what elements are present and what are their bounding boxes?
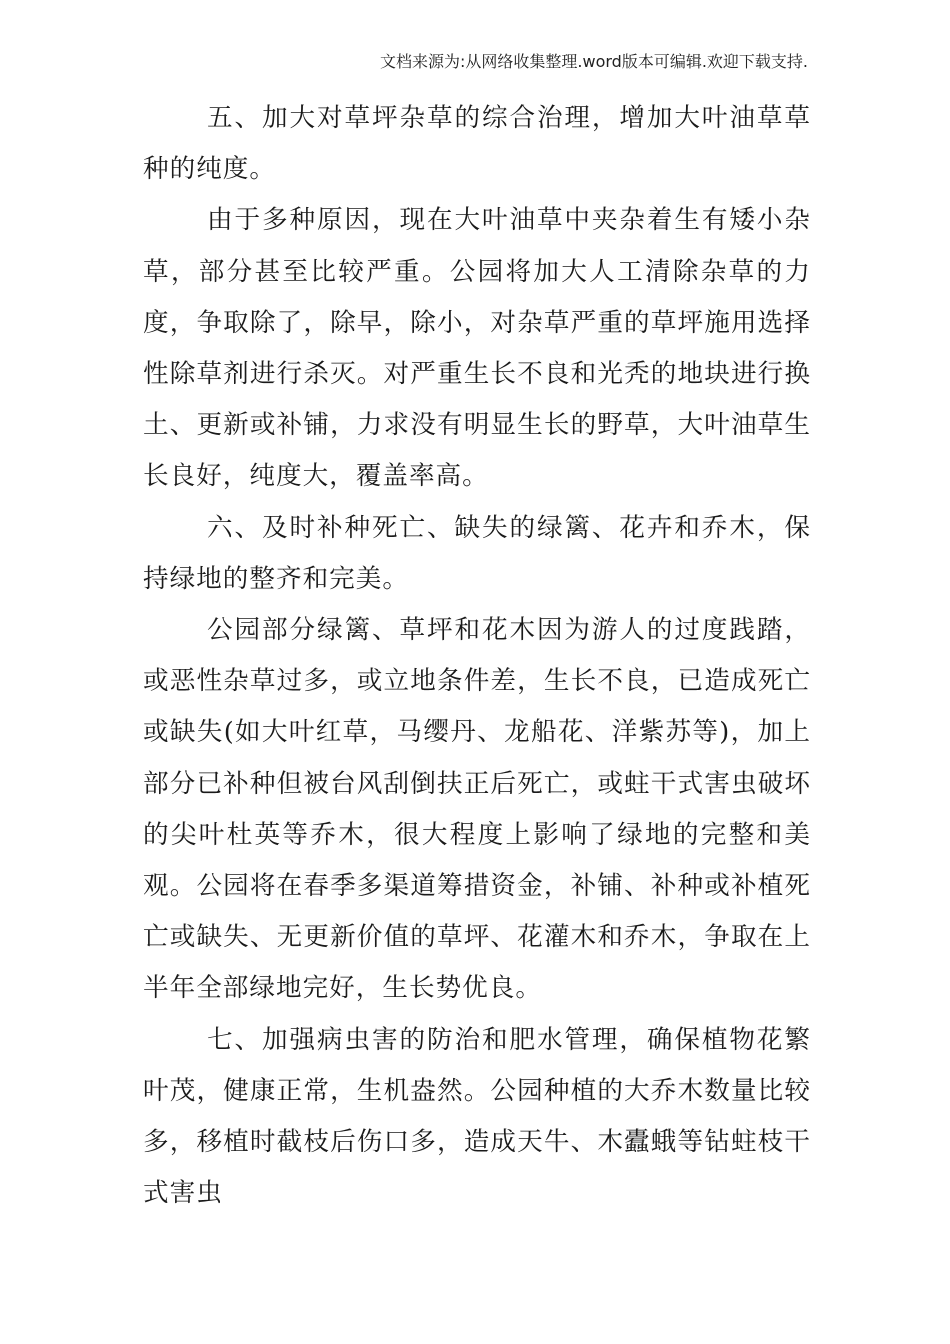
section-heading-seven: 七、加强病虫害的防治和肥水管理，确保植物花繁叶茂，健康正常，生机盎然。公园种植的大乔木数量比较多，移植时截枝后伤口多，造成天牛、木蠹蛾等钻蛀枝干式害虫 bbox=[143, 1024, 811, 1209]
paragraph-weed-control: 由于多种原因，现在大叶油草中夹杂着生有矮小杂草，部分甚至比较严重。公园将加大人工清除杂草的力度，争取除了，除早，除小，对杂草严重的草坪施用选择性除草剂进行杀灭。对严重生长不良和光秃的地块进行换土、更新或补铺，力求没有明显生长的野草，大叶油草生长良好，纯度大，覆盖率高。 bbox=[143, 205, 811, 492]
paragraph-replanting: 公园部分绿篱、草坪和花木因为游人的过度践踏，或恶性杂草过多，或立地条件差，生长不良，已造成死亡或缺失(如大叶红草，马缨丹、龙船花、洋紫苏等)，加上部分已补种但被台风刮倒扶正后死亡，或蛀干式害虫破坏的尖叶杜英等乔木，很大程度上影响了绿地的完整和美观。公园将在春季多渠道筹措资金，补铺、补种或补植死亡或缺失、无更新价值的草坪、花灌木和乔木，争取在上半年全部绿地完好，生长势优良。 bbox=[143, 615, 811, 1004]
section-heading-five: 五、加大对草坪杂草的综合治理，增加大叶油草草种的纯度。 bbox=[143, 103, 811, 185]
header-source-note: 文档来源为:从网络收集整理.word版本可编辑.欢迎下载支持. bbox=[380, 52, 808, 71]
document-body bbox=[143, 93, 811, 1219]
section-heading-six: 六、及时补种死亡、缺失的绿篱、花卉和乔木，保持绿地的整齐和完美。 bbox=[143, 512, 811, 594]
